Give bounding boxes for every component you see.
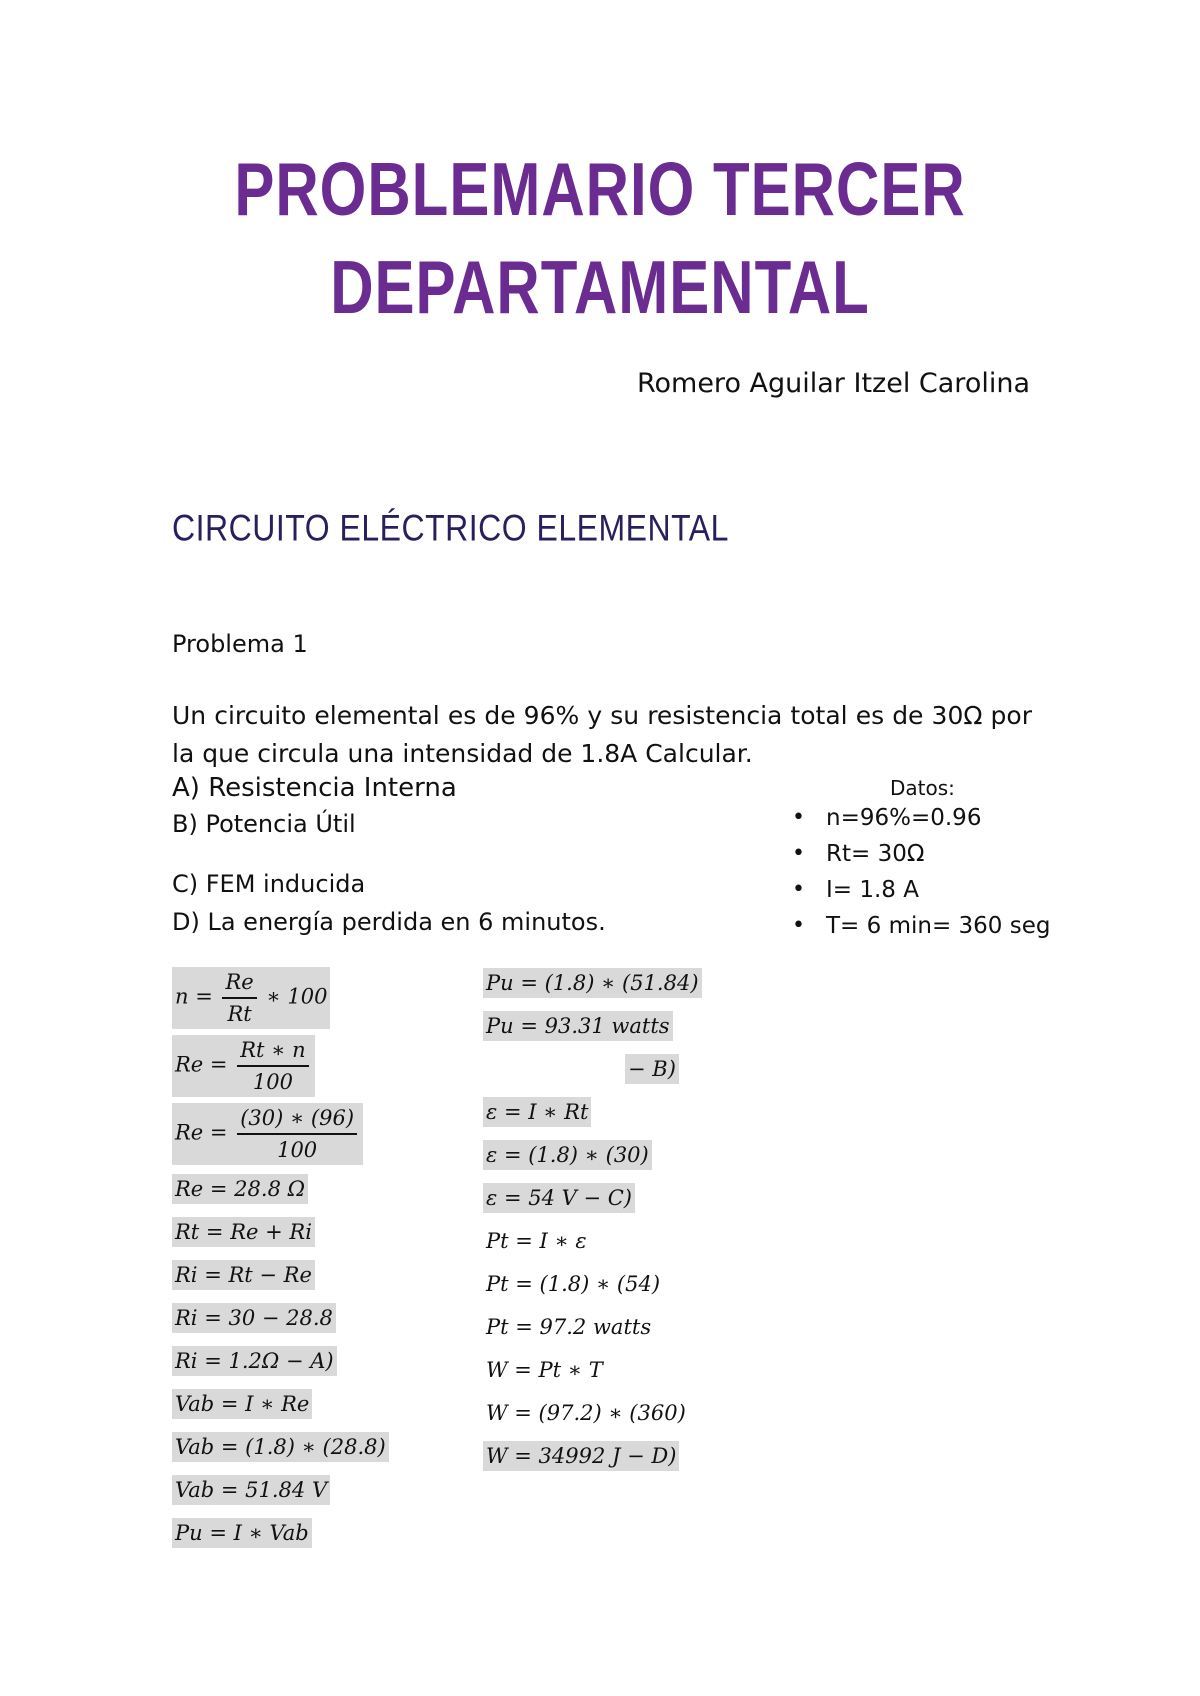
equation-efficiency xyxy=(172,967,330,1029)
question-a: A) Resistencia Interna xyxy=(172,773,457,803)
equation-emf-formula: ε = I ∗ Rt xyxy=(483,1097,591,1127)
fraction-numerator: Rt ∗ n xyxy=(237,1035,308,1067)
equation-ri-result: Ri = 1.2Ω − A) xyxy=(172,1346,337,1376)
datos-list xyxy=(792,800,1050,944)
fraction-numerator: Re xyxy=(222,967,256,999)
fraction-denominator: Rt xyxy=(227,1002,252,1026)
fraction xyxy=(237,1103,357,1165)
datos-item: • Rt= 30Ω xyxy=(792,836,1050,872)
fraction-denominator: 100 xyxy=(252,1070,293,1094)
datos-item: • n=96%=0.96 xyxy=(792,800,1050,836)
datos-item: • I= 1.8 A xyxy=(792,872,1050,908)
equation-pu-formula: Pu = I ∗ Vab xyxy=(172,1518,312,1548)
document-title-line-2: DEPARTAMENTAL xyxy=(330,245,870,330)
equation-rt-sum: Rt = Re + Ri xyxy=(172,1217,315,1247)
fraction-numerator: (30) ∗ (96) xyxy=(237,1103,357,1135)
equation-lhs: n = xyxy=(175,984,213,1009)
fraction-denominator: 100 xyxy=(277,1138,318,1162)
equation-ri-substitution: Ri = 30 − 28.8 xyxy=(172,1303,336,1333)
datos-item: • T= 6 min= 360 seg xyxy=(792,908,1050,944)
equation-ri-formula: Ri = Rt − Re xyxy=(172,1260,315,1290)
equation-vab-formula: Vab = I ∗ Re xyxy=(172,1389,312,1419)
equation-pt-result: Pt = 97.2 watts xyxy=(486,1315,652,1339)
equation-w-substitution: W = (97.2) ∗ (360) xyxy=(486,1401,686,1425)
equation-re-result: Re = 28.8 Ω xyxy=(172,1174,308,1204)
equation-w-result: W = 34992 J − D) xyxy=(483,1441,679,1471)
equation-lhs: Re = xyxy=(175,1052,228,1077)
equation-lhs: Re = xyxy=(175,1120,228,1145)
problem-label: Problema 1 xyxy=(172,630,308,658)
equation-pt-substitution: Pt = (1.8) ∗ (54) xyxy=(486,1272,661,1296)
question-b: B) Potencia Útil xyxy=(172,810,356,838)
section-heading: CIRCUITO ELÉCTRICO ELEMENTAL xyxy=(172,507,729,549)
equation-vab-result: Vab = 51.84 V xyxy=(172,1475,330,1505)
equation-re-formula xyxy=(172,1035,315,1097)
datos-title: Datos: xyxy=(890,776,955,800)
equation-pu-substitution: Pu = (1.8) ∗ (51.84) xyxy=(483,968,702,998)
problem-statement: Un circuito elemental es de 96% y su resistencia total es de 30Ω por la que circula una intensidad de 1.8A Calcular. xyxy=(172,701,1032,768)
document-title-line-1: PROBLEMARIO TERCER xyxy=(234,147,966,232)
question-c: C) FEM inducida xyxy=(172,870,366,898)
question-d: D) La energía perdida en 6 minutos. xyxy=(172,908,606,936)
equation-pu-result: Pu = 93.31 watts xyxy=(483,1011,673,1041)
fraction xyxy=(222,967,256,1029)
equation-rhs: ∗ 100 xyxy=(266,984,328,1009)
fraction xyxy=(237,1035,308,1097)
equation-answer-b: − B) xyxy=(625,1054,679,1084)
equation-pt-formula: Pt = I ∗ ε xyxy=(486,1229,587,1253)
equation-re-substitution xyxy=(172,1103,363,1165)
equation-vab-substitution: Vab = (1.8) ∗ (28.8) xyxy=(172,1432,389,1462)
equation-emf-result: ε = 54 V − C) xyxy=(483,1183,635,1213)
equation-emf-substitution: ε = (1.8) ∗ (30) xyxy=(483,1140,652,1170)
equation-w-formula: W = Pt ∗ T xyxy=(486,1358,603,1382)
author-name: Romero Aguilar Itzel Carolina xyxy=(636,368,1030,399)
